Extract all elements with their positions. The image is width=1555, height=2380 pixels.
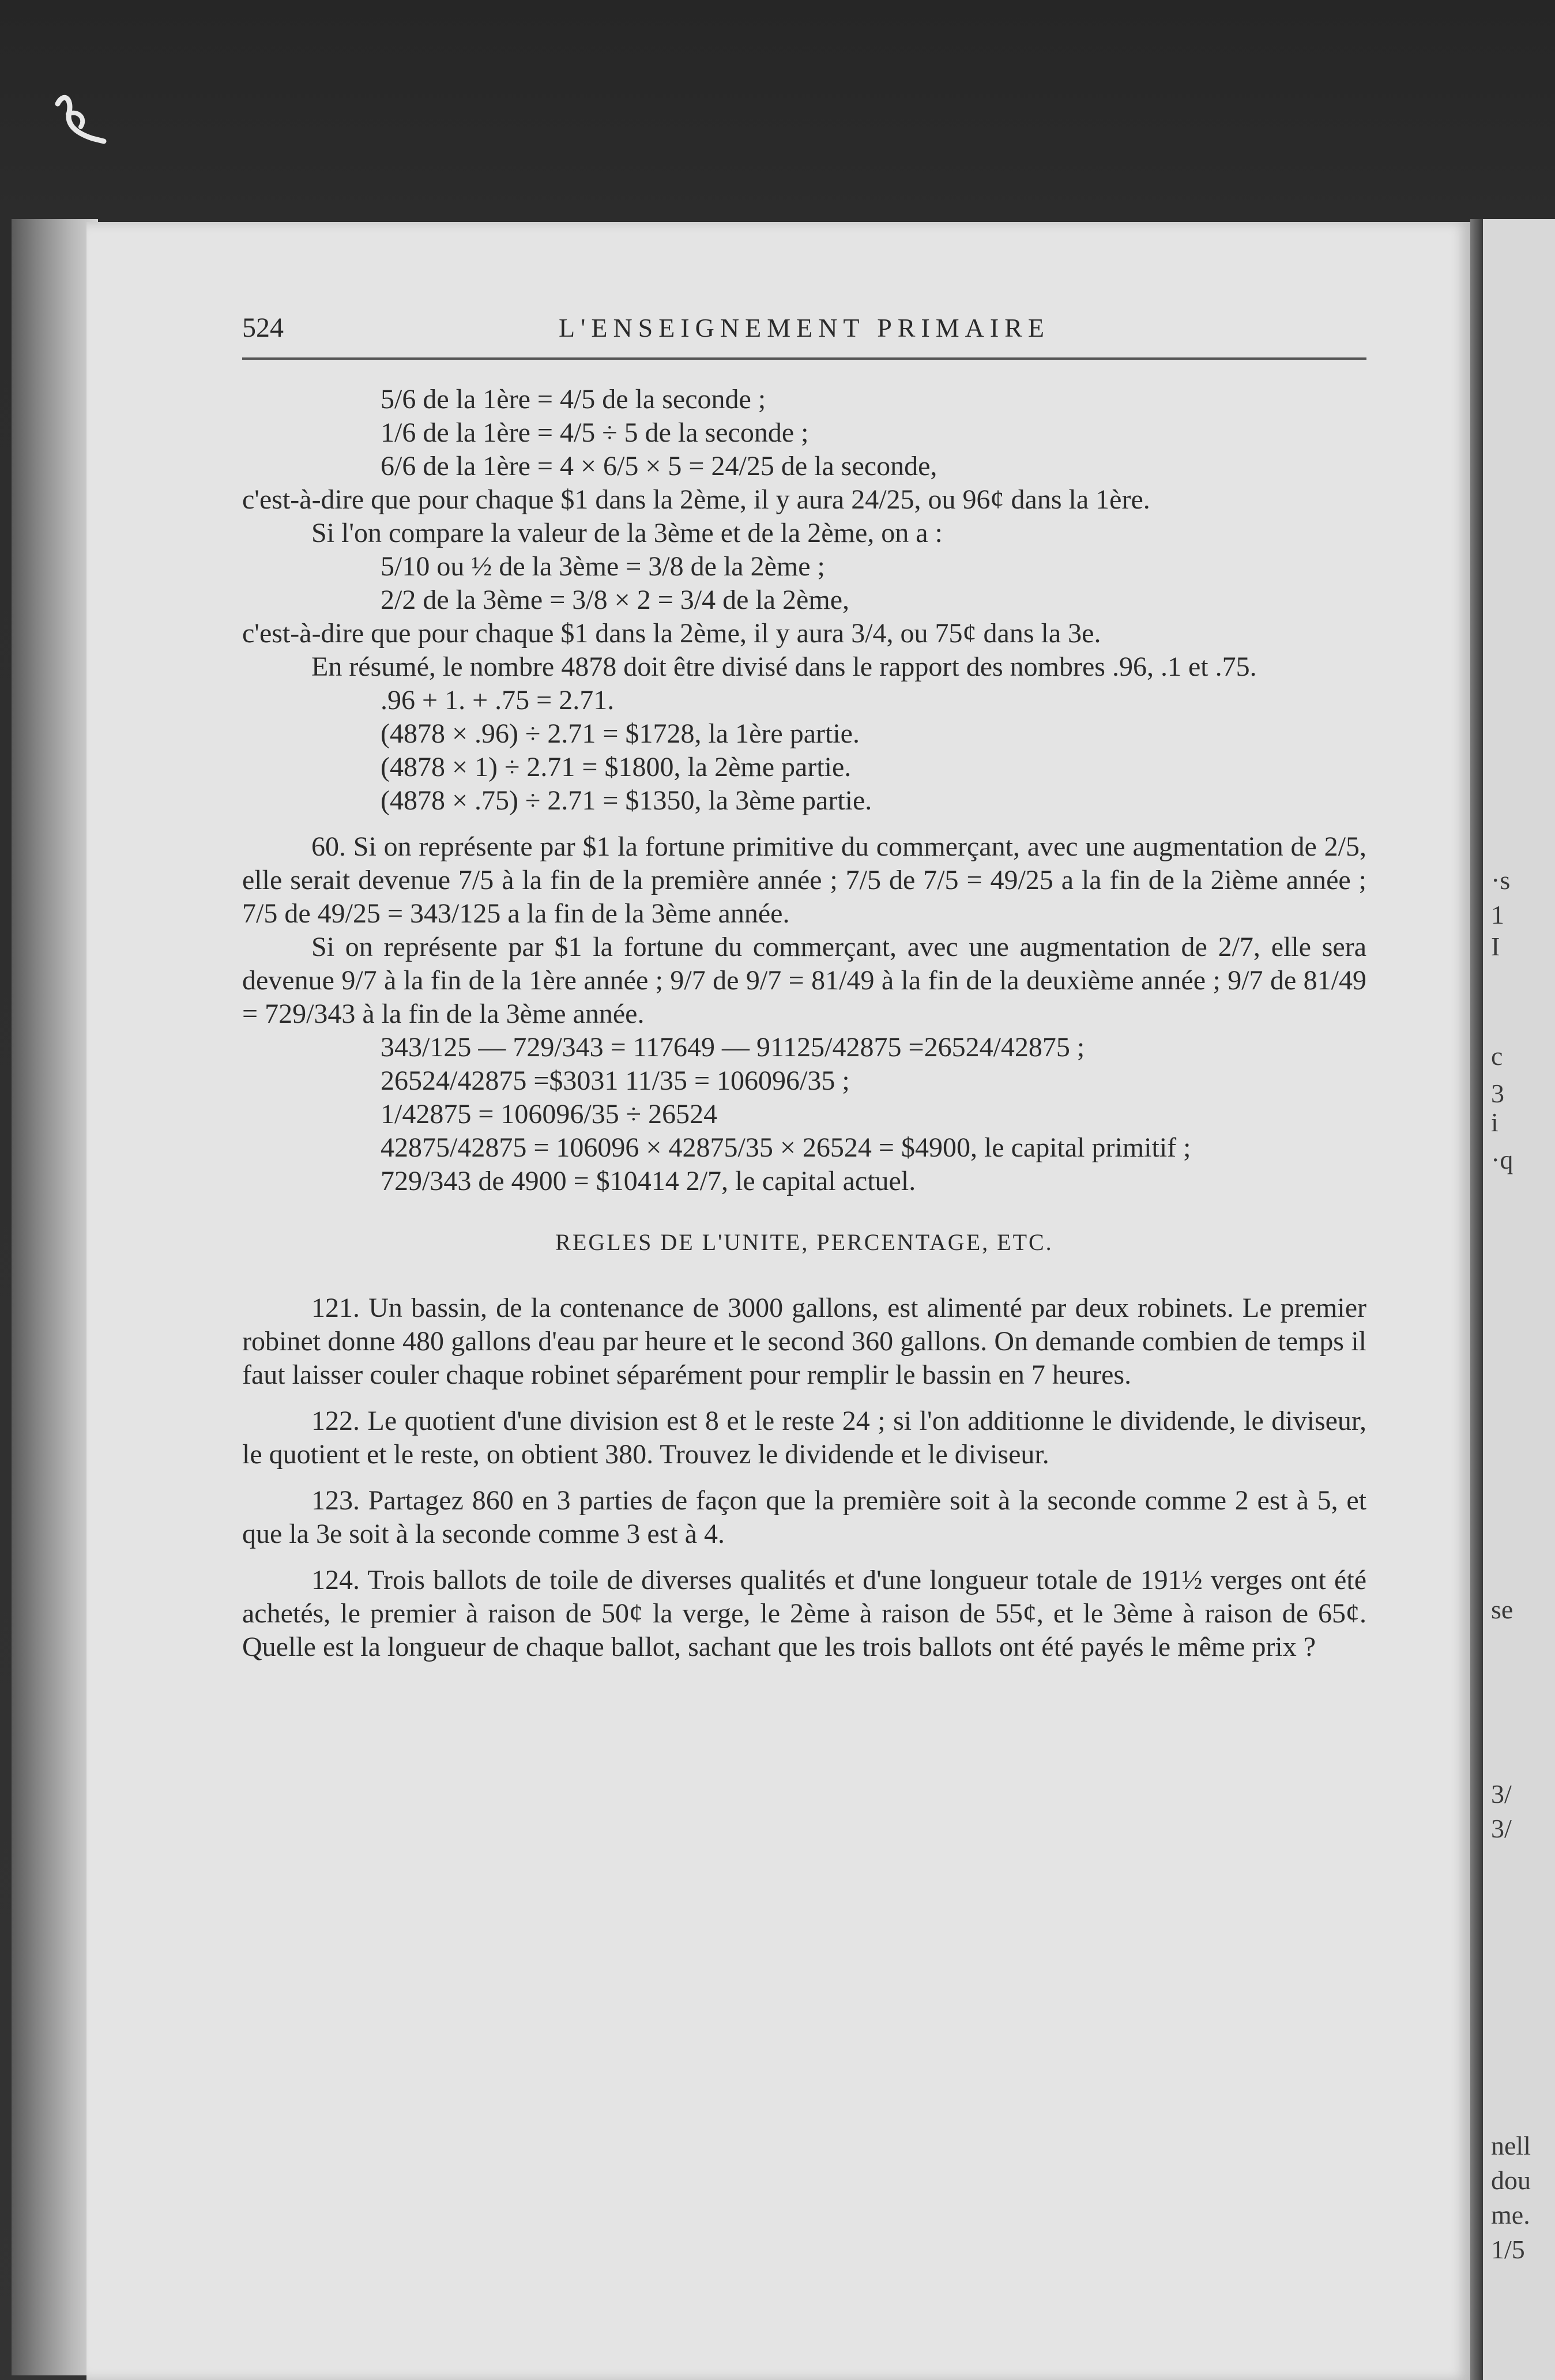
adjacent-page bbox=[1483, 219, 1555, 2380]
calculation-line: (4878 × .96) ÷ 2.71 = $1728, la 1ère partie. bbox=[381, 718, 860, 749]
running-title: L'ENSEIGNEMENT PRIMAIRE bbox=[558, 313, 1051, 342]
handwritten-mark bbox=[46, 86, 115, 156]
equation-line: 6/6 de la 1ère = 4 × 6/5 × 5 = 24/25 de la seconde, bbox=[381, 451, 937, 481]
body-text: c'est-à-dire que pour chaque $1 dans la 2ème, il y aura 3/4, ou 75¢ dans la 3e. bbox=[242, 618, 1101, 649]
adjacent-fragment: 3 bbox=[1491, 1079, 1504, 1108]
calculation-line: (4878 × .75) ÷ 2.71 = $1350, la 3ème partie. bbox=[381, 785, 872, 816]
problem-124: 124. Trois ballots de toile de diverses qualités et d'une longueur totale de 191½ verges ont été achetés, le premier à raison de 50¢ la verge, le 2ème à raison de 55¢, et le 3ème à raison de 65¢. Quelle est la longueur de chaque ballot, sachant que les trois ballots ont été payés le même prix ? bbox=[242, 1565, 1366, 1662]
body-text: Si l'on compare la valeur de la 3ème et de la 2ème, on a : bbox=[311, 518, 943, 548]
adjacent-fragment: 1/5 bbox=[1491, 2235, 1525, 2264]
page-number: 524 bbox=[242, 312, 284, 343]
body-text: En résumé, le nombre 4878 doit être divisé dans le rapport des nombres .96, .1 et .75. bbox=[311, 652, 1257, 682]
header-rule bbox=[242, 357, 1366, 360]
page-stack-edge bbox=[12, 219, 98, 2375]
adjacent-fragment: nell bbox=[1491, 2131, 1531, 2160]
adjacent-fragment: I bbox=[1491, 932, 1500, 961]
equation-line: 2/2 de la 3ème = 3/8 × 2 = 3/4 de la 2ème, bbox=[381, 585, 849, 615]
calculation-line: .96 + 1. + .75 = 2.71. bbox=[381, 685, 615, 715]
calculation-line: (4878 × 1) ÷ 2.71 = $1800, la 2ème partie. bbox=[381, 752, 852, 782]
solution-paragraph: 60. Si on représente par $1 la fortune primitive du commerçant, avec une augmentation de 2/5, elle serait devenue 7/5 à la fin de la première année ; 7/5 de 7/5 = 49/25 a la fin de la 2ième année ; 7/5 de 49/25 = 343/125 a la fin de la 3ème année. bbox=[242, 831, 1366, 929]
adjacent-fragment: c bbox=[1491, 1041, 1503, 1071]
calculation-line: 42875/42875 = 106096 × 42875/35 × 26524 = $4900, le capital primitif ; bbox=[381, 1132, 1191, 1163]
page-header bbox=[242, 300, 1366, 346]
book-gutter bbox=[1470, 219, 1483, 2380]
adjacent-fragment: 3/ bbox=[1491, 1814, 1512, 1843]
adjacent-fragment: me. bbox=[1491, 2200, 1530, 2230]
adjacent-fragment: 1 bbox=[1491, 900, 1504, 929]
calculation-line: 343/125 — 729/343 = 117649 — 91125/42875 =26524/42875 ; bbox=[381, 1032, 1085, 1063]
section-title: REGLES DE L'UNITE, PERCENTAGE, ETC. bbox=[555, 1229, 1053, 1255]
problem-122: 122. Le quotient d'une division est 8 et le reste 24 ; si l'on additionne le dividende, le diviseur, le quotient et le reste, on obtient 380. Trouvez le dividende et le diviseur. bbox=[242, 1406, 1366, 1470]
adjacent-fragment: se bbox=[1491, 1595, 1513, 1624]
problem-123: 123. Partagez 860 en 3 parties de façon que la première soit à la seconde comme 2 est à 5, et que la 3e soit à la seconde comme 3 est à 4. bbox=[242, 1485, 1366, 1549]
adjacent-fragment: dou bbox=[1491, 2166, 1531, 2195]
body-text: c'est-à-dire que pour chaque $1 dans la 2ème, il y aura 24/25, ou 96¢ dans la 1ère. bbox=[242, 484, 1150, 515]
equation-line: 5/6 de la 1ère = 4/5 de la seconde ; bbox=[381, 384, 766, 415]
adjacent-fragment: i bbox=[1491, 1108, 1498, 1137]
calculation-line: 26524/42875 =$3031 11/35 = 106096/35 ; bbox=[381, 1065, 850, 1096]
problem-121: 121. Un bassin, de la contenance de 3000 gallons, est alimenté par deux robinets. Le premier robinet donne 480 gallons d'eau par heure et le second 360 gallons. On demande combien de temps il faut laisser couler chaque robinet séparément pour remplir le bassin en 7 heures. bbox=[242, 1293, 1366, 1390]
calculation-line: 729/343 de 4900 = $10414 2/7, le capital actuel. bbox=[381, 1166, 916, 1196]
solution-paragraph: Si on représente par $1 la fortune du commerçant, avec une augmentation de 2/7, elle sera devenue 9/7 à la fin de la 1ère année ; 9/7 de 9/7 = 81/49 à la fin de la deuxième année ; 9/7 de 81/49 = 729/343 à la fin de la 3ème année. bbox=[242, 932, 1366, 1029]
equation-line: 5/10 ou ½ de la 3ème = 3/8 de la 2ème ; bbox=[381, 551, 825, 582]
equation-line: 1/6 de la 1ère = 4/5 ÷ 5 de la seconde ; bbox=[381, 417, 809, 448]
calculation-line: 1/42875 = 106096/35 ÷ 26524 bbox=[381, 1099, 718, 1129]
adjacent-fragment: 3/ bbox=[1491, 1779, 1512, 1809]
adjacent-fragment: ·s bbox=[1491, 865, 1511, 895]
page-content bbox=[242, 300, 1366, 1677]
adjacent-fragment: ·q bbox=[1491, 1145, 1513, 1174]
